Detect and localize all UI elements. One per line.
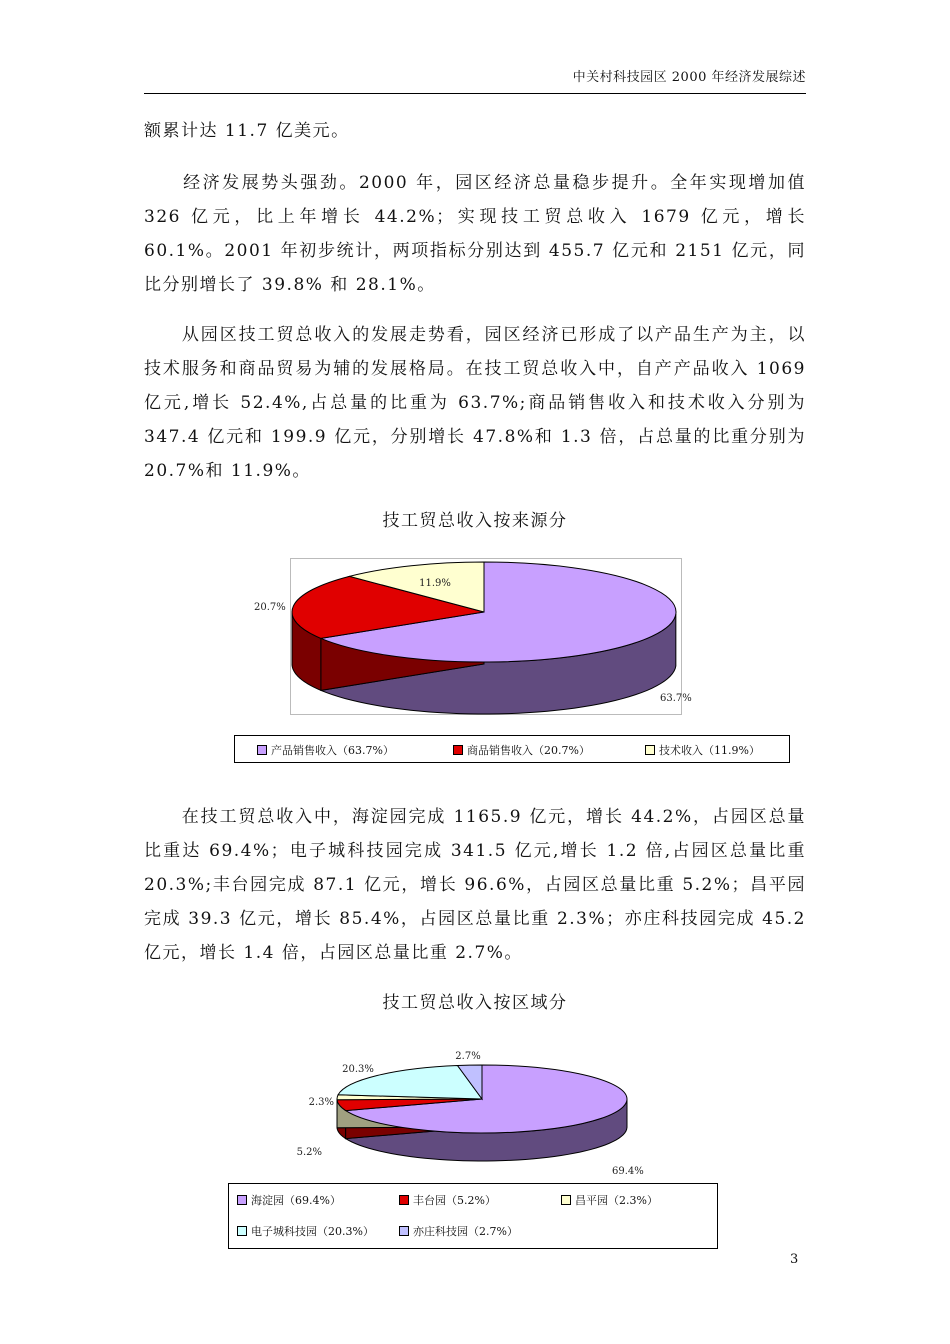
pie-chart-region [296,1045,644,1180]
page-number: 3 [790,1252,799,1267]
chart-2-label-1: 5.2% [296,1147,322,1158]
chart-1-legend-label-0: 产品销售收入（63.7%） [271,744,394,757]
chart-1-legend-label-1: 商品销售收入（20.7%） [467,744,590,757]
chart-2-legend-swatch-0 [237,1195,247,1205]
paragraph-4: 在技工贸总收入中，海淀园完成 1165.9 亿元，增长 44.2%，占园区总量比重达 69.4%；电子城科技园完成 341.5 亿元,增长 1.2 倍,占园区总量比重 20.3%;丰台园完成 87.1 亿元，增长 96.6%，占园区总量比重 5.2%；昌平园完成 39.3 亿元，增长 85.4%，占园区总量比重 2.3%；亦庄科技园完成 45.2 亿元，增长 1.4 倍，占园区总量比重 2.7%。 [144,807,806,963]
chart-2-legend-item-2 [561,1192,658,1208]
chart-1-legend [234,735,790,763]
chart-1-legend-swatch-2 [645,745,655,755]
chart-2-legend-item-4 [399,1223,518,1239]
chart-2-legend-label-3: 电子城科技园（20.3%） [251,1225,374,1238]
chart-2-legend-swatch-3 [237,1226,247,1236]
chart-2-label-2: 2.3% [308,1097,334,1108]
chart-2-legend-label-1: 丰台园（5.2%） [413,1194,496,1207]
paragraph-1: 额累计达 11.7 亿美元。 [144,121,350,141]
chart-2-legend-label-2: 昌平园（2.3%） [575,1194,658,1207]
chart-2-legend-item-1 [399,1192,496,1208]
chart-2-label-3: 20.3% [342,1064,374,1075]
chart-1-legend-label-2: 技术收入（11.9%） [659,744,760,757]
chart-1-title: 技工贸总收入按来源分 [382,511,568,531]
pie-chart-source [254,558,692,718]
chart-1-legend-item-2 [645,742,760,758]
chart-2-legend-swatch-2 [561,1195,571,1205]
chart-2-legend-item-0 [237,1192,341,1208]
chart-2-label-4: 2.7% [455,1051,481,1062]
page-header: 中关村科技园区 2000 年经济发展综述 [572,70,806,85]
chart-2-legend [228,1183,718,1249]
chart-2-legend-swatch-1 [399,1195,409,1205]
chart-2-label-0: 69.4% [612,1166,644,1177]
chart-2-title: 技工贸总收入按区域分 [382,993,568,1013]
paragraph-3: 从园区技工贸总收入的发展走势看，园区经济已形成了以产品生产为主，以技术服务和商品贸易为辅的发展格局。在技工贸总收入中，自产产品收入 1069 亿元,增长 52.4%,占总量的比重为 63.7%;商品销售收入和技术收入分别为 347.4 亿元和 199.9 亿元，分别增长 47.8%和 1.3 倍，占总量的比重分别为 20.7%和 11.9%。 [144,325,806,481]
chart-1-label-1: 20.7% [254,602,286,613]
chart-1-legend-swatch-1 [453,745,463,755]
chart-2-legend-item-3 [237,1223,374,1239]
chart-2-legend-label-0: 海淀园（69.4%） [251,1194,341,1207]
chart-2-legend-label-4: 亦庄科技园（2.7%） [413,1225,518,1238]
chart-2-legend-swatch-4 [399,1226,409,1236]
chart-1-legend-item-0 [257,742,394,758]
chart-1-legend-swatch-0 [257,745,267,755]
header-rule [144,93,806,94]
chart-1-label-0: 63.7% [660,693,692,704]
chart-1-legend-item-1 [453,742,590,758]
chart-1-label-2: 11.9% [419,578,451,589]
paragraph-2: 经济发展势头强劲。2000 年，园区经济总量稳步提升。全年实现增加值 326 亿元，比上年增长 44.2%；实现技工贸总收入 1679 亿元，增长 60.1%。2001 年初步统计，两项指标分别达到 455.7 亿元和 2151 亿元，同比分别增长了 39.8% 和 28.1%。 [144,173,806,295]
